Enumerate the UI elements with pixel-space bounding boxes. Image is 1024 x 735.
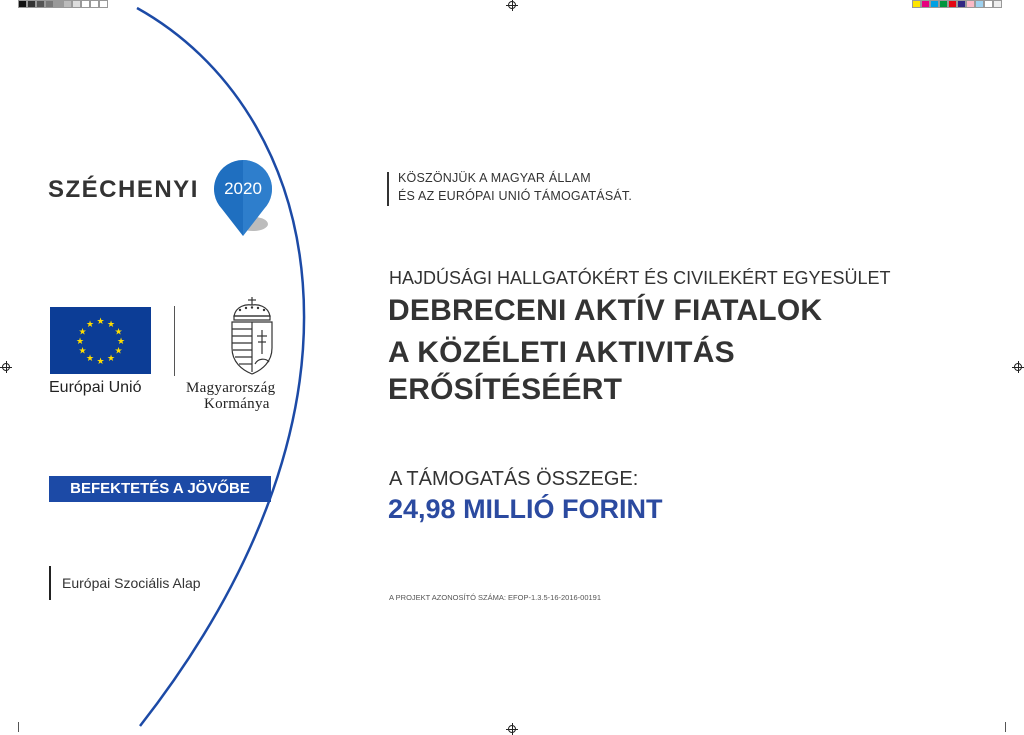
hungarian-coat-of-arms-icon [226,296,278,376]
svg-text:★: ★ [96,317,105,327]
invest-in-future-banner: BEFEKTETÉS A JÖVŐBE [49,476,271,502]
svg-text:★: ★ [114,346,123,357]
thanks-line-2: ÉS AZ EURÓPAI UNIÓ TÁMOGATÁSÁT. [398,189,633,203]
svg-text:★: ★ [78,346,87,357]
szechenyi-wordmark: SZÉCHENYI [48,176,199,203]
project-id: A PROJEKT AZONOSÍTÓ SZÁMA: EFOP-1.3.5-16-2016-00191 [389,593,602,602]
svg-text:★: ★ [75,337,85,347]
funding-amount-value: 24,98 MILLIÓ FORINT [388,494,663,524]
location-pin-logo-icon [212,158,274,240]
svg-text:★: ★ [78,327,87,338]
government-label-line2: Kormánya [204,396,270,412]
svg-text:★: ★ [114,327,123,338]
esa-divider [49,566,51,600]
esa-label: Európai Szociális Alap [62,575,201,591]
svg-text:★: ★ [85,354,95,364]
svg-text:★: ★ [96,357,105,367]
project-title-line-3: ERŐSÍTÉSÉÉRT [388,373,623,406]
eu-flag [50,307,151,374]
project-title-line-2: A KÖZÉLETI AKTIVITÁS [388,336,735,369]
logo-divider [174,306,175,376]
svg-text:★: ★ [85,320,95,330]
svg-text:★: ★ [106,320,116,330]
project-title-line-1: DEBRECENI AKTÍV FIATALOK [388,294,823,327]
szechenyi-year: 2020 [224,179,262,198]
thanks-divider [387,172,389,206]
eu-stars-icon [50,307,151,374]
svg-text:★: ★ [106,354,116,364]
thanks-line-1: KÖSZÖNJÜK A MAGYAR ÁLLAM [398,171,591,185]
eu-label: Európai Unió [49,379,142,396]
svg-text:★: ★ [116,337,126,347]
government-label-line1: Magyarország [186,380,276,396]
beneficiary-organization: HAJDÚSÁGI HALLGATÓKÉRT ÉS CIVILEKÉRT EGYESÜLET [389,268,891,288]
funding-amount-label: A TÁMOGATÁS ÖSSZEGE: [389,468,639,490]
